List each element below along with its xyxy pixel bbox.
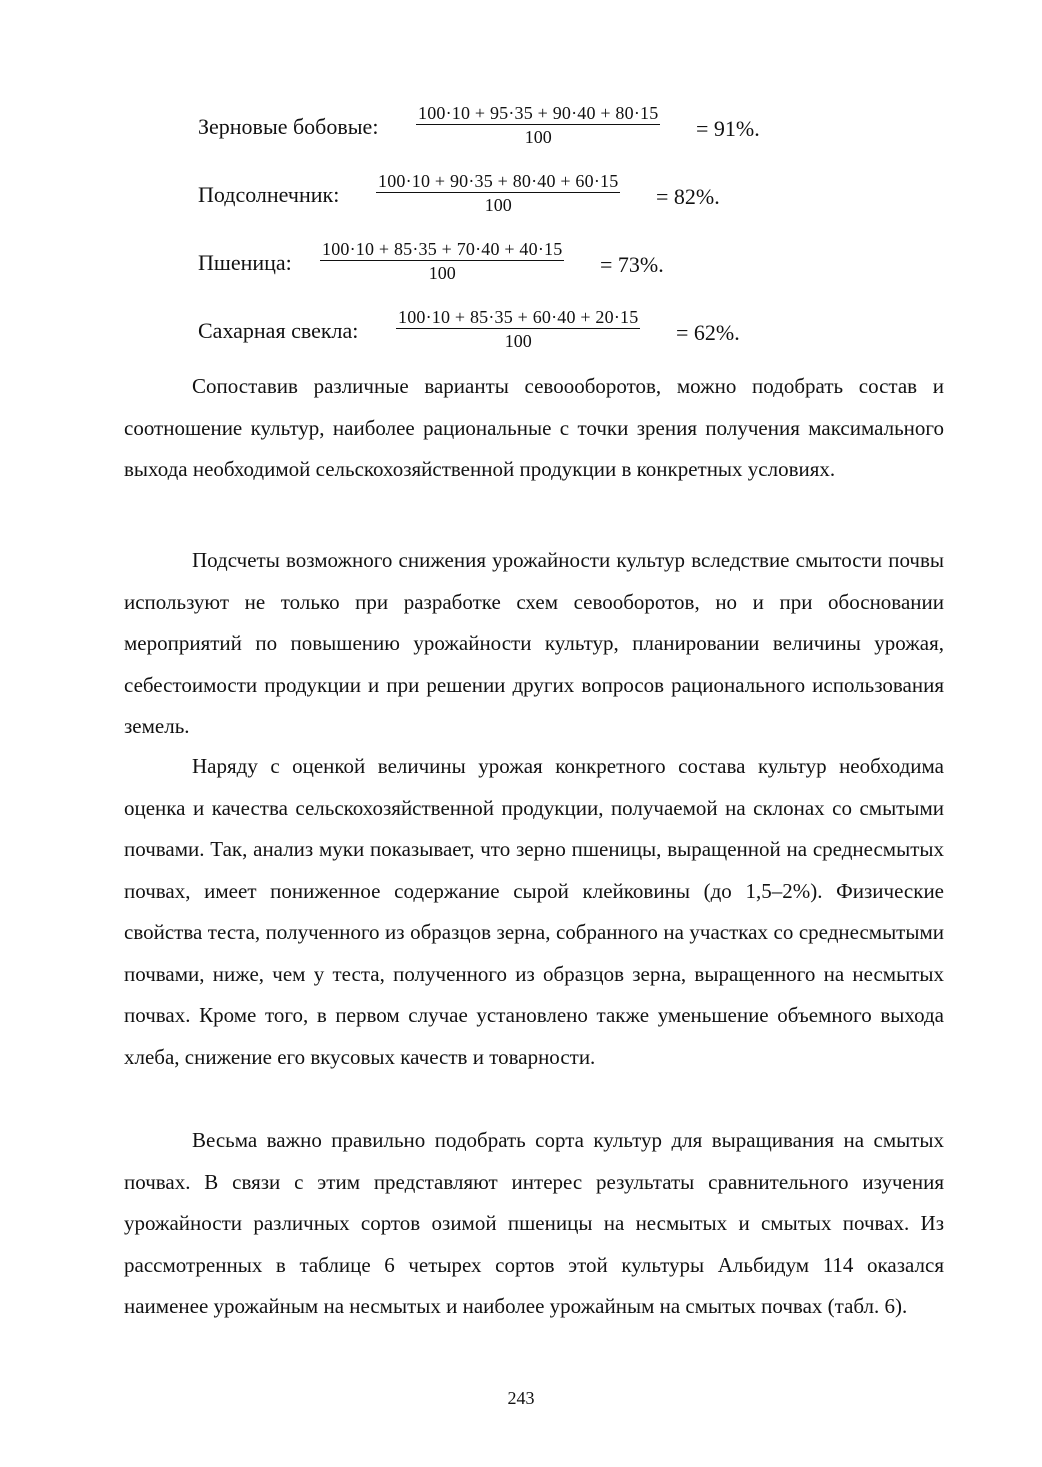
denominator: 100 bbox=[484, 195, 512, 215]
numerator: 100·10 + 85·35 + 70·40 + 40·15 bbox=[322, 239, 563, 259]
paragraph-product-quality bbox=[124, 746, 944, 1078]
fraction bbox=[416, 104, 660, 146]
formula-label: Подсолнечник: bbox=[198, 182, 340, 207]
paragraph-crop-rotations bbox=[124, 366, 944, 491]
numerator: 100·10 + 90·35 + 80·40 + 60·15 bbox=[378, 171, 619, 191]
paragraph-text: Наряду с оценкой величины урожая конкретного состава культур необходима оценка и качества сельскохозяйственной продукции, получаемой на склонах со смытыми почвами. Так, анализ муки показывает, что зерно пшеницы, выращенной на среднесмытых почвах, имеет пониженное содержание сырой клейковины (до 1,5–2%). Физические свойства теста, полученного из образцов зерна, собранного на участках со среднесмытыми почвами, ниже, чем у теста, полученного из образцов зерна, выращенного на несмытых почвах. Кроме того, в первом случае установлено также уменьшение объемного выхода хлеба, снижение его вкусовых качеств и товарности. bbox=[124, 754, 944, 1069]
fraction bbox=[396, 308, 640, 350]
formula-result: = 91%. bbox=[696, 116, 760, 141]
denominator: 100 bbox=[504, 331, 532, 351]
denominator: 100 bbox=[428, 263, 456, 283]
paragraph-text: Весьма важно правильно подобрать сорта культур для выращивания на смытых почвах. В связи с этим представляют интерес результаты сравнительного изучения урожайности различных сортов озимой пшеницы на несмытых и смытых почвах. Из рассмотренных в таблице 6 четырех сортов этой культуры Альбидум 114 оказался наименее урожайным на несмытых и наиболее урожайным на смытых почвах (табл. 6). bbox=[124, 1128, 944, 1318]
numerator: 100·10 + 95·35 + 90·40 + 80·15 bbox=[418, 103, 659, 123]
fraction bbox=[376, 172, 620, 214]
fraction bbox=[320, 240, 564, 282]
paragraph-text: Подсчеты возможного снижения урожайности культур вследствие смытости почвы используют не только при разработке схем севооборотов, но и при обосновании мероприятий по повышению урожайности культур, планировании величины урожая, себестоимости продукции и при решении других вопросов рационального использования земель. bbox=[124, 548, 944, 738]
formula-label: Зерновые бобовые: bbox=[198, 114, 379, 139]
numerator: 100·10 + 85·35 + 60·40 + 20·15 bbox=[398, 307, 639, 327]
paragraph-yield-calculations bbox=[124, 540, 944, 748]
formula-result: = 73%. bbox=[600, 252, 664, 277]
formula-result: = 82%. bbox=[656, 184, 720, 209]
formula-label: Пшеница: bbox=[198, 250, 292, 275]
paragraph-text: Сопоставив различные варианты севоооборотов, можно подобрать состав и соотношение культур, наиболее рациональные с точки зрения получения максимального выхода необходимой сельскохозяйственной продукции в конкретных условиях. bbox=[124, 374, 944, 481]
denominator: 100 bbox=[524, 127, 552, 147]
formula-result: = 62%. bbox=[676, 320, 740, 345]
paragraph-varieties bbox=[124, 1120, 944, 1328]
page-number: 243 bbox=[507, 1388, 535, 1408]
formula-label: Сахарная свекла: bbox=[198, 318, 359, 343]
